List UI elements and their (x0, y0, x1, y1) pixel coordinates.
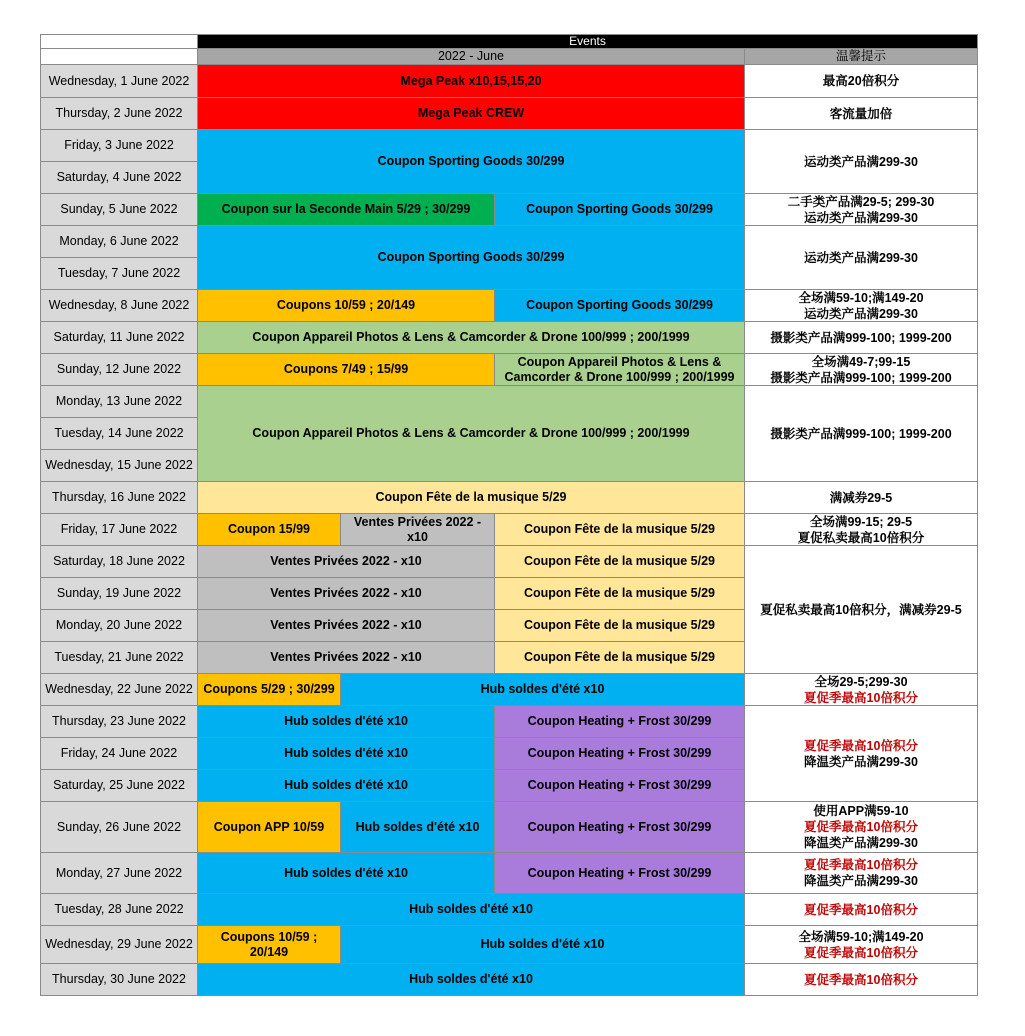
tip-cell (744, 481, 978, 514)
tip-cell (744, 801, 978, 853)
event-cell: Coupon Appareil Photos & Lens & Camcorder & Drone 100/999 ; 200/1999 (494, 353, 745, 386)
date-cell: Thursday, 2 June 2022 (40, 97, 198, 130)
date-cell: Thursday, 23 June 2022 (40, 705, 198, 738)
date-cell: Sunday, 5 June 2022 (40, 193, 198, 226)
event-cell: Mega Peak x10,15,15,20 (197, 64, 745, 98)
tip-line-highlight: 夏促季最高10倍积分 (804, 690, 918, 705)
corner-blank-top (40, 34, 198, 49)
event-cell: Coupons 10/59 ; 20/149 (197, 925, 341, 964)
date-cell: Saturday, 18 June 2022 (40, 545, 198, 578)
events-header: Events (197, 34, 978, 49)
tip-line: 运动类产品满299-30 (804, 250, 918, 265)
tip-line: 运动类产品满299-30 (804, 306, 918, 321)
event-cell: Coupon Heating + Frost 30/299 (494, 769, 745, 802)
date-cell: Monday, 27 June 2022 (40, 852, 198, 894)
tip-line: 摄影类产品满999-100; 1999-200 (770, 426, 952, 441)
tip-line: 夏促私卖最高10倍积分，满减券29-5 (760, 602, 962, 617)
date-cell: Friday, 24 June 2022 (40, 737, 198, 770)
event-cell: Coupon Fête de la musique 5/29 (494, 641, 745, 674)
date-cell: Sunday, 19 June 2022 (40, 577, 198, 610)
event-cell: Coupon Fête de la musique 5/29 (494, 577, 745, 610)
date-cell: Tuesday, 28 June 2022 (40, 893, 198, 926)
tip-line: 全场满59-10;满149-20 (798, 929, 924, 944)
tip-cell (744, 225, 978, 290)
tip-cell (744, 513, 978, 546)
tip-cell (744, 963, 978, 996)
tip-cell (744, 925, 978, 964)
date-cell: Friday, 3 June 2022 (40, 129, 198, 162)
tip-cell (744, 129, 978, 194)
tip-line: 降温类产品满299-30 (804, 754, 918, 769)
date-cell: Thursday, 16 June 2022 (40, 481, 198, 514)
tip-line: 降温类产品满299-30 (804, 836, 918, 850)
tip-line-highlight: 夏促季最高10倍积分 (804, 858, 918, 872)
date-cell: Wednesday, 29 June 2022 (40, 925, 198, 964)
tip-line: 摄影类产品满999-100; 1999-200 (770, 330, 952, 345)
event-cell: Coupon Fête de la musique 5/29 (494, 513, 745, 546)
tip-cell (744, 321, 978, 354)
event-cell: Mega Peak CREW (197, 97, 745, 130)
tip-line: 运动类产品满299-30 (804, 210, 918, 225)
tip-cell (744, 705, 978, 802)
date-cell: Sunday, 12 June 2022 (40, 353, 198, 386)
tip-line-highlight: 夏促季最高10倍积分 (804, 738, 918, 753)
event-cell: Hub soldes d'été x10 (340, 673, 745, 706)
date-cell: Thursday, 30 June 2022 (40, 963, 198, 996)
tip-line: 全场29-5;299-30 (814, 674, 908, 689)
event-cell: Coupon Sporting Goods 30/299 (197, 129, 745, 194)
event-cell: Coupon Fête de la musique 5/29 (494, 609, 745, 642)
tip-line: 运动类产品满299-30 (804, 154, 918, 169)
event-cell: Coupon Appareil Photos & Lens & Camcorder & Drone 100/999 ; 200/1999 (197, 321, 745, 354)
event-cell: Ventes Privées 2022 - x10 (197, 641, 495, 674)
tip-cell (744, 893, 978, 926)
event-cell: Coupon 15/99 (197, 513, 341, 546)
event-cell: Hub soldes d'été x10 (197, 852, 495, 894)
tip-line: 最高20倍积分 (822, 74, 900, 88)
tip-line: 夏促私卖最高10倍积分 (797, 530, 925, 545)
event-cell: Coupon Heating + Frost 30/299 (494, 705, 745, 738)
event-cell: Coupon sur la Seconde Main 5/29 ; 30/299 (197, 193, 495, 226)
tip-cell (744, 385, 978, 482)
date-cell: Monday, 13 June 2022 (40, 385, 198, 418)
tip-line-highlight: 夏促季最高10倍积分 (804, 902, 918, 917)
tip-cell (744, 64, 978, 98)
tip-line: 客流量加倍 (829, 106, 893, 121)
event-cell: Coupon Heating + Frost 30/299 (494, 737, 745, 770)
tip-cell (744, 673, 978, 706)
tip-line: 全场满59-10;满149-20 (798, 290, 924, 305)
event-cell: Coupons 5/29 ; 30/299 (197, 673, 341, 706)
event-cell: Hub soldes d'été x10 (197, 963, 745, 996)
event-cell: Hub soldes d'été x10 (197, 769, 495, 802)
event-cell: Hub soldes d'été x10 (197, 737, 495, 770)
event-cell: Hub soldes d'été x10 (197, 893, 745, 926)
event-cell: Ventes Privées 2022 - x10 (197, 545, 495, 578)
date-cell: Friday, 17 June 2022 (40, 513, 198, 546)
date-cell: Tuesday, 14 June 2022 (40, 417, 198, 450)
tip-cell (744, 97, 978, 130)
event-cell: Coupon APP 10/59 (197, 801, 341, 853)
corner-blank-bottom (40, 48, 198, 65)
date-cell: Wednesday, 8 June 2022 (40, 289, 198, 322)
event-cell: Coupon Heating + Frost 30/299 (494, 801, 745, 853)
event-cell: Ventes Privées 2022 - x10 (197, 577, 495, 610)
event-cell: Hub soldes d'été x10 (340, 925, 745, 964)
tip-line: 满减券29-5 (829, 490, 893, 505)
tip-line-highlight: 夏促季最高10倍积分 (804, 820, 918, 834)
date-cell: Saturday, 11 June 2022 (40, 321, 198, 354)
date-cell: Monday, 20 June 2022 (40, 609, 198, 642)
event-cell: Coupon Heating + Frost 30/299 (494, 852, 745, 894)
tip-cell (744, 852, 978, 894)
tip-line-highlight: 夏促季最高10倍积分 (804, 945, 918, 960)
event-cell: Coupon Sporting Goods 30/299 (494, 193, 745, 226)
tip-line-highlight: 夏促季最高10倍积分 (804, 972, 918, 987)
date-cell: Sunday, 26 June 2022 (40, 801, 198, 853)
tip-line: 使用APP满59-10 (813, 804, 909, 818)
event-cell: Coupon Fête de la musique 5/29 (494, 545, 745, 578)
event-cell: Hub soldes d'été x10 (197, 705, 495, 738)
tip-line: 摄影类产品满999-100; 1999-200 (770, 370, 952, 385)
date-cell: Tuesday, 7 June 2022 (40, 257, 198, 290)
date-cell: Saturday, 25 June 2022 (40, 769, 198, 802)
tip-cell (744, 289, 978, 322)
tip-line: 全场满49-7;99-15 (811, 354, 911, 369)
date-cell: Tuesday, 21 June 2022 (40, 641, 198, 674)
month-header: 2022 - June (197, 48, 745, 65)
date-cell: Wednesday, 22 June 2022 (40, 673, 198, 706)
tip-cell (744, 353, 978, 386)
tip-cell (744, 545, 978, 674)
tips-header: 温馨提示 (744, 48, 978, 65)
date-cell: Saturday, 4 June 2022 (40, 161, 198, 194)
event-cell: Coupon Appareil Photos & Lens & Camcorder & Drone 100/999 ; 200/1999 (197, 385, 745, 482)
date-cell: Wednesday, 15 June 2022 (40, 449, 198, 482)
event-cell: Coupons 10/59 ; 20/149 (197, 289, 495, 322)
event-cell: Coupon Fête de la musique 5/29 (197, 481, 745, 514)
tip-cell (744, 193, 978, 226)
tip-line: 二手类产品满29-5; 299-30 (787, 194, 935, 209)
date-cell: Wednesday, 1 June 2022 (40, 64, 198, 98)
event-cell: Coupon Sporting Goods 30/299 (197, 225, 745, 290)
date-cell: Monday, 6 June 2022 (40, 225, 198, 258)
event-cell: Ventes Privées 2022 - x10 (340, 513, 495, 546)
event-cell: Hub soldes d'été x10 (340, 801, 495, 853)
event-cell: Coupons 7/49 ; 15/99 (197, 353, 495, 386)
tip-line: 降温类产品满299-30 (804, 874, 918, 888)
event-cell: Coupon Sporting Goods 30/299 (494, 289, 745, 322)
tip-line: 全场满99-15; 29-5 (809, 514, 913, 529)
event-cell: Ventes Privées 2022 - x10 (197, 609, 495, 642)
